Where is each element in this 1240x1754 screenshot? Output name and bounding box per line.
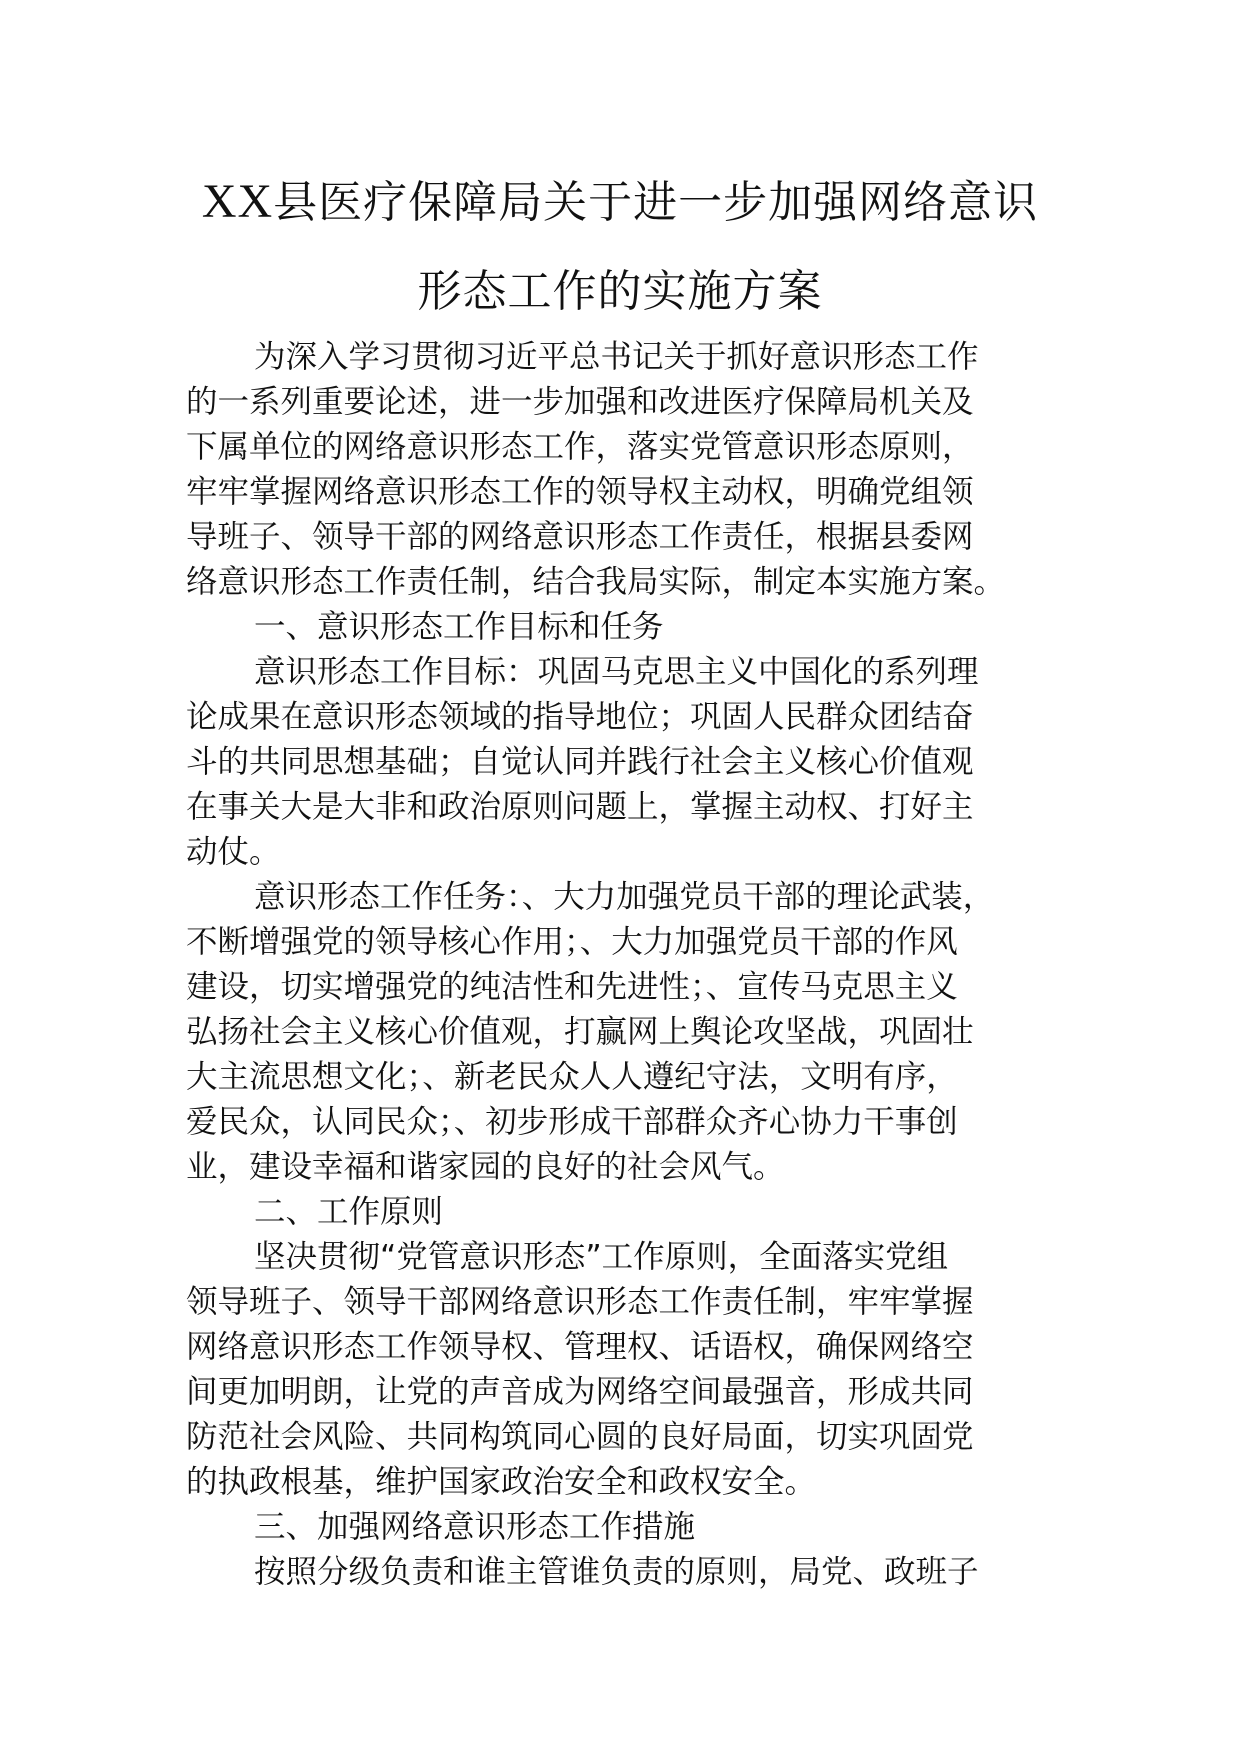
body-line: 不断增强党的领导核心作用；、大力加强党员干部的作风 xyxy=(186,924,958,960)
title-latin-prefix: XX xyxy=(201,175,274,228)
body-line: 在事关大是大非和政治原则问题上，掌握主动权、打好主 xyxy=(186,789,974,825)
body-line: 爱民众，认同民众；、初步形成干部群众齐心协力干事创 xyxy=(186,1104,958,1140)
body-line: 牢牢掌握网络意识形态工作的领导权主动权，明确党组领 xyxy=(186,474,974,510)
body-line: 间更加明朗，让党的声音成为网络空间最强音，形成共同 xyxy=(186,1374,974,1410)
body-line: 大主流思想文化；、新老民众人人遵纪守法，文明有序， xyxy=(186,1059,958,1095)
body-line: 意识形态工作任务：、大力加强党员干部的理论武装， xyxy=(254,879,995,915)
title-text-1: 县医疗保障局关于进一步加强网络意识 xyxy=(273,177,1039,228)
body-line: 的执政根基，维护国家政治安全和政权安全。 xyxy=(186,1464,817,1500)
document-body xyxy=(186,335,1054,1595)
body-line: 坚决贯彻“党管意识形态”工作原则，全面落实党组 xyxy=(254,1239,949,1275)
body-line: 建设，切实增强党的纯洁性和先进性；、宣传马克思主义 xyxy=(186,969,958,1005)
body-line: 斗的共同思想基础；自觉认同并践行社会主义核心价值观 xyxy=(186,744,974,780)
body-line: 网络意识形态工作领导权、管理权、话语权，确保网络空 xyxy=(186,1329,974,1365)
body-line: 意识形态工作目标：巩固马克思主义中国化的系列理 xyxy=(254,654,979,690)
document-title-line-1 xyxy=(186,172,1054,233)
body-line: 二、工作原则 xyxy=(254,1194,444,1230)
body-line: 导班子、领导干部的网络意识形态工作责任，根据县委网 xyxy=(186,519,974,555)
body-line: 下属单位的网络意识形态工作，落实党管意识形态原则， xyxy=(186,429,974,465)
body-line: 动仗。 xyxy=(186,834,281,870)
title-text-2: 形态工作的实施方案 xyxy=(417,266,823,317)
body-line: 一、意识形态工作目标和任务 xyxy=(254,609,664,645)
body-line: 业，建设幸福和谐家园的良好的社会风气。 xyxy=(186,1149,785,1185)
body-line: 的一系列重要论述，进一步加强和改进医疗保障局机关及 xyxy=(186,384,974,420)
body-line: 按照分级负责和谁主管谁负责的原则，局党、政班子 xyxy=(254,1554,979,1590)
body-line: 领导班子、领导干部网络意识形态工作责任制，牢牢掌握 xyxy=(186,1284,974,1320)
body-line: 论成果在意识形态领域的指导地位；巩固人民群众团结奋 xyxy=(186,699,974,735)
body-line: 弘扬社会主义核心价值观，打赢网上舆论攻坚战，巩固壮 xyxy=(186,1014,974,1050)
body-line: 防范社会风险、共同构筑同心圆的良好局面，切实巩固党 xyxy=(186,1419,974,1455)
body-line: 三、加强网络意识形态工作措施 xyxy=(254,1509,696,1545)
body-line: 为深入学习贯彻习近平总书记关于抓好意识形态工作 xyxy=(254,339,979,375)
document-title-line-2 xyxy=(186,262,1054,322)
body-line: 络意识形态工作责任制，结合我局实际，制定本实施方案。 xyxy=(186,564,1006,600)
